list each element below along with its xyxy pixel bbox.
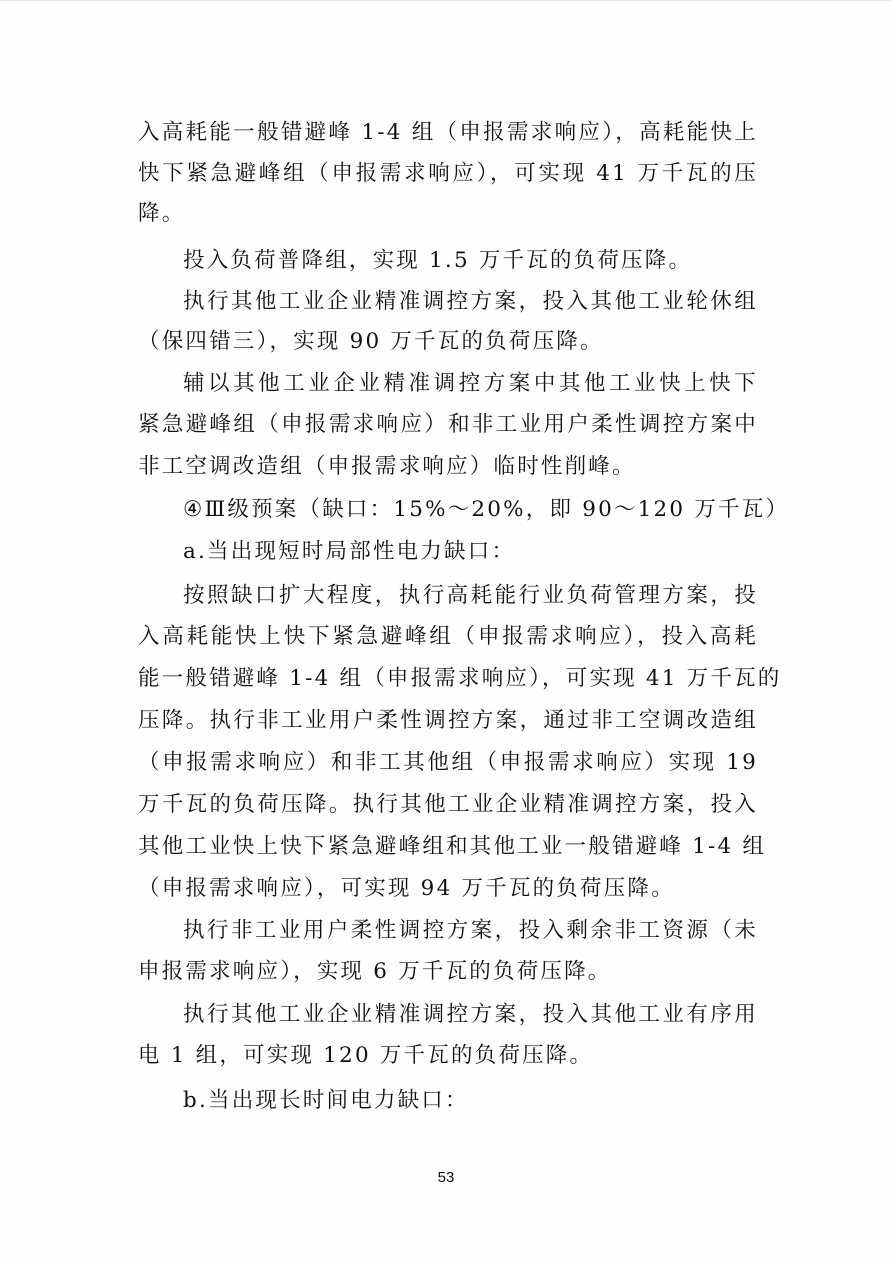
document-line: 辅以其他工业企业精准调控方案中其他工业快上快下 xyxy=(183,371,758,396)
document-line: 申报需求响应），实现 6 万千瓦的负荷压降。 xyxy=(138,959,612,984)
page-number: 53 xyxy=(437,1169,455,1186)
document-line: （保四错三），实现 90 万千瓦的负荷压降。 xyxy=(138,329,604,354)
document-line: 压降。执行非工业用户柔性调控方案，通过非工空调改造组 xyxy=(138,708,758,733)
document-line: 电 1 组，可实现 120 万千瓦的负荷压降。 xyxy=(138,1043,594,1068)
section-heading: ④Ⅲ级预案（缺口：15%～20%，即 90～120 万千瓦） xyxy=(183,497,790,522)
document-line: （申报需求响应）和非工其他组（申报需求响应）实现 19 xyxy=(138,750,758,775)
document-line: 按照缺口扩大程度，执行高耗能行业负荷管理方案，投 xyxy=(183,583,758,608)
subsection-heading: b.当出现长时间电力缺口： xyxy=(183,1088,469,1113)
document-line: 执行其他工业企业精准调控方案，投入其他工业有序用 xyxy=(183,1002,758,1027)
document-line: 投入负荷普降组，实现 1.5 万千瓦的负荷压降。 xyxy=(183,248,693,273)
document-line: 非工空调改造组（申报需求响应）临时性削峰。 xyxy=(138,454,636,479)
subsection-heading: a.当出现短时局部性电力缺口： xyxy=(183,539,516,564)
document-line: 执行非工业用户柔性调控方案，投入剩余非工资源（未 xyxy=(183,918,758,943)
document-line: 万千瓦的负荷压降。执行其他工业企业精准调控方案，投入 xyxy=(138,792,758,817)
document-line: 快下紧急避峰组（申报需求响应），可实现 41 万千瓦的压 xyxy=(138,161,758,186)
document-line: 能一般错避峰 1-4 组（申报需求响应），可实现 41 万千瓦的 xyxy=(138,666,782,691)
document-line: 执行其他工业企业精准调控方案，投入其他工业轮休组 xyxy=(183,289,758,314)
document-line: 降。 xyxy=(138,201,186,226)
document-line: 紧急避峰组（申报需求响应）和非工业用户柔性调控方案中 xyxy=(138,412,758,437)
document-line: 入高耗能一般错避峰 1-4 组（申报需求响应），高耗能快上 xyxy=(138,120,758,145)
document-line: （申报需求响应），可实现 94 万千瓦的负荷压降。 xyxy=(138,876,675,901)
document-line: 其他工业快上快下紧急避峰组和其他工业一般错避峰 1-4 组 xyxy=(138,834,767,859)
document-line: 入高耗能快上快下紧急避峰组（申报需求响应），投入高耗 xyxy=(138,624,758,649)
